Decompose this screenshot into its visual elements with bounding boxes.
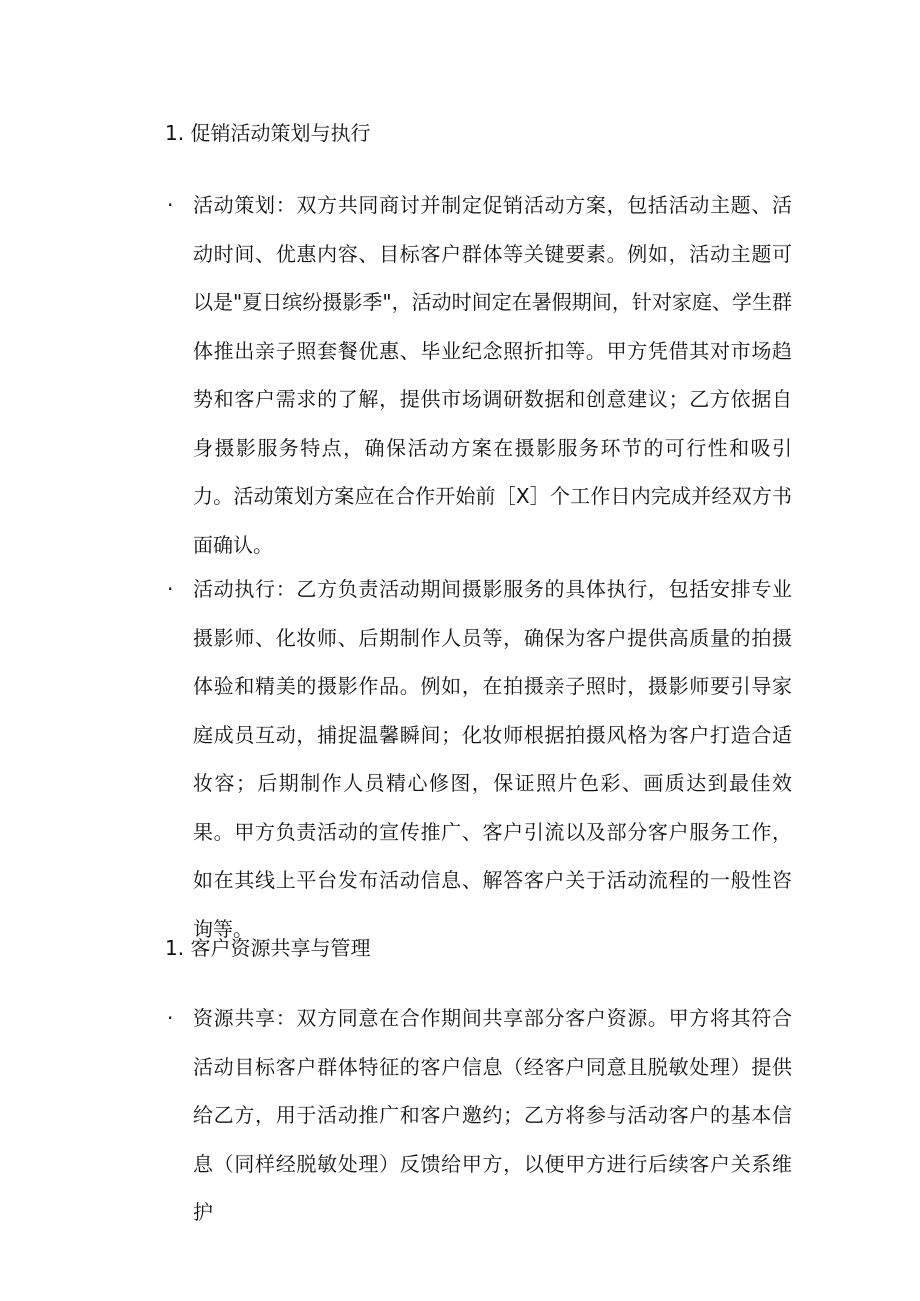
paragraph-activity-planning: 活动策划：双方共同商讨并制定促销活动方案，包括活动主题、活动时间、优惠内容、目标客户群体等关键要素。例如，活动主题可以是"夏日缤纷摄影季"，活动时间定在暑假期间，针对家庭、学生群体推出亲子照套餐优惠、毕业纪念照折扣等。甲方凭借其对市场趋势和客户需求的了解，提供市场调研数据和创意建议；乙方依据自身摄影服务特点，确保活动方案在摄影服务环节的可行性和吸引力。活动策划方案应在合作开始前［X］个工作日内完成并经双方书面确认。 bbox=[193, 193, 792, 557]
list-item-resource-sharing bbox=[167, 994, 792, 1237]
bullet-mark: · bbox=[167, 1006, 174, 1030]
bullet-mark: · bbox=[167, 193, 174, 217]
section-heading-customer-resources: 1. 客户资源共享与管理 bbox=[165, 936, 371, 960]
bullet-mark: · bbox=[167, 577, 174, 601]
paragraph-activity-execution: 活动执行：乙方负责活动期间摄影服务的具体执行，包括安排专业摄影师、化妆师、后期制作人员等，确保为客户提供高质量的拍摄体验和精美的摄影作品。例如，在拍摄亲子照时，摄影师要引导家庭成员互动，捕捉温馨瞬间；化妆师根据拍摄风格为客户打造合适妆容；后期制作人员精心修图，保证照片色彩、画质达到最佳效果。甲方负责活动的宣传推广、客户引流以及部分客户服务工作，如在其线上平台发布活动信息、解答客户关于活动流程的一般性咨询等。 bbox=[193, 577, 792, 941]
section-heading-promotion: 1. 促销活动策划与执行 bbox=[165, 121, 371, 145]
list-item-activity-execution bbox=[167, 565, 792, 953]
paragraph-resource-sharing: 资源共享：双方同意在合作期间共享部分客户资源。甲方将其符合活动目标客户群体特征的客户信息（经客户同意且脱敏处理）提供给乙方，用于活动推广和客户邀约；乙方将参与活动客户的基本信息（同样经脱敏处理）反馈给甲方，以便甲方进行后续客户关系维护 bbox=[193, 1006, 792, 1224]
list-item-activity-planning bbox=[167, 181, 792, 569]
